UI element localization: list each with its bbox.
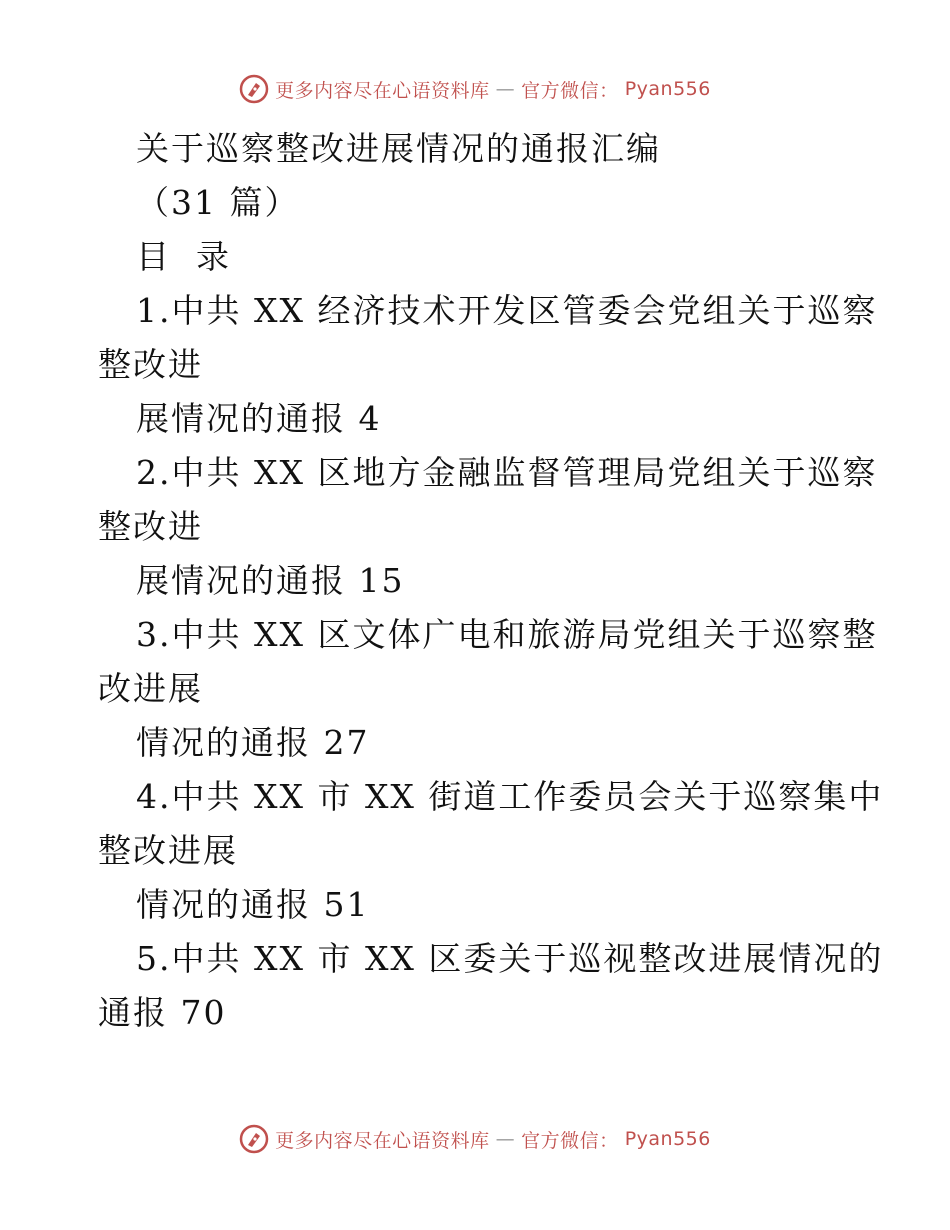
- toc-line: 通报 70: [98, 993, 227, 1032]
- document-count: （31 篇）: [136, 183, 300, 222]
- toc-heading: 目 录: [136, 237, 231, 276]
- pen-nib-logo-icon: [239, 74, 269, 104]
- toc-line: 整改进: [98, 507, 203, 546]
- footer-watermark: [0, 1124, 950, 1154]
- watermark-handle: Pyan556: [624, 1128, 711, 1150]
- document-body: [98, 122, 884, 1040]
- toc-line: 整改进展: [98, 831, 238, 870]
- watermark-wechat-label: 官方微信：: [521, 79, 619, 102]
- toc-line: 展情况的通报 15: [136, 561, 405, 600]
- watermark-separator: —: [495, 78, 516, 100]
- toc-line: 4.中共 XX 市 XX 街道工作委员会关于巡察集中: [136, 777, 884, 816]
- toc-line: 3.中共 XX 区文体广电和旅游局党组关于巡察整: [136, 615, 878, 654]
- watermark-text: 更多内容尽在心语资料库: [275, 79, 490, 102]
- watermark-separator: —: [495, 1128, 516, 1150]
- toc-line: 整改进: [98, 345, 203, 384]
- toc-line: 5.中共 XX 市 XX 区委关于巡视整改进展情况的: [136, 939, 884, 978]
- header-watermark: [0, 74, 950, 104]
- toc-line: 1.中共 XX 经济技术开发区管委会党组关于巡察: [136, 291, 878, 330]
- watermark-text: 更多内容尽在心语资料库: [275, 1129, 490, 1152]
- toc-line: 情况的通报 27: [136, 723, 370, 762]
- toc-line: 情况的通报 51: [136, 885, 370, 924]
- toc-line: 展情况的通报 4: [136, 399, 382, 438]
- watermark-handle: Pyan556: [624, 78, 711, 100]
- pen-nib-logo-icon: [239, 1124, 269, 1154]
- toc-line: 2.中共 XX 区地方金融监督管理局党组关于巡察: [136, 453, 878, 492]
- toc-line: 改进展: [98, 669, 203, 708]
- watermark-wechat-label: 官方微信：: [521, 1129, 619, 1152]
- document-title: 关于巡察整改进展情况的通报汇编: [136, 129, 661, 168]
